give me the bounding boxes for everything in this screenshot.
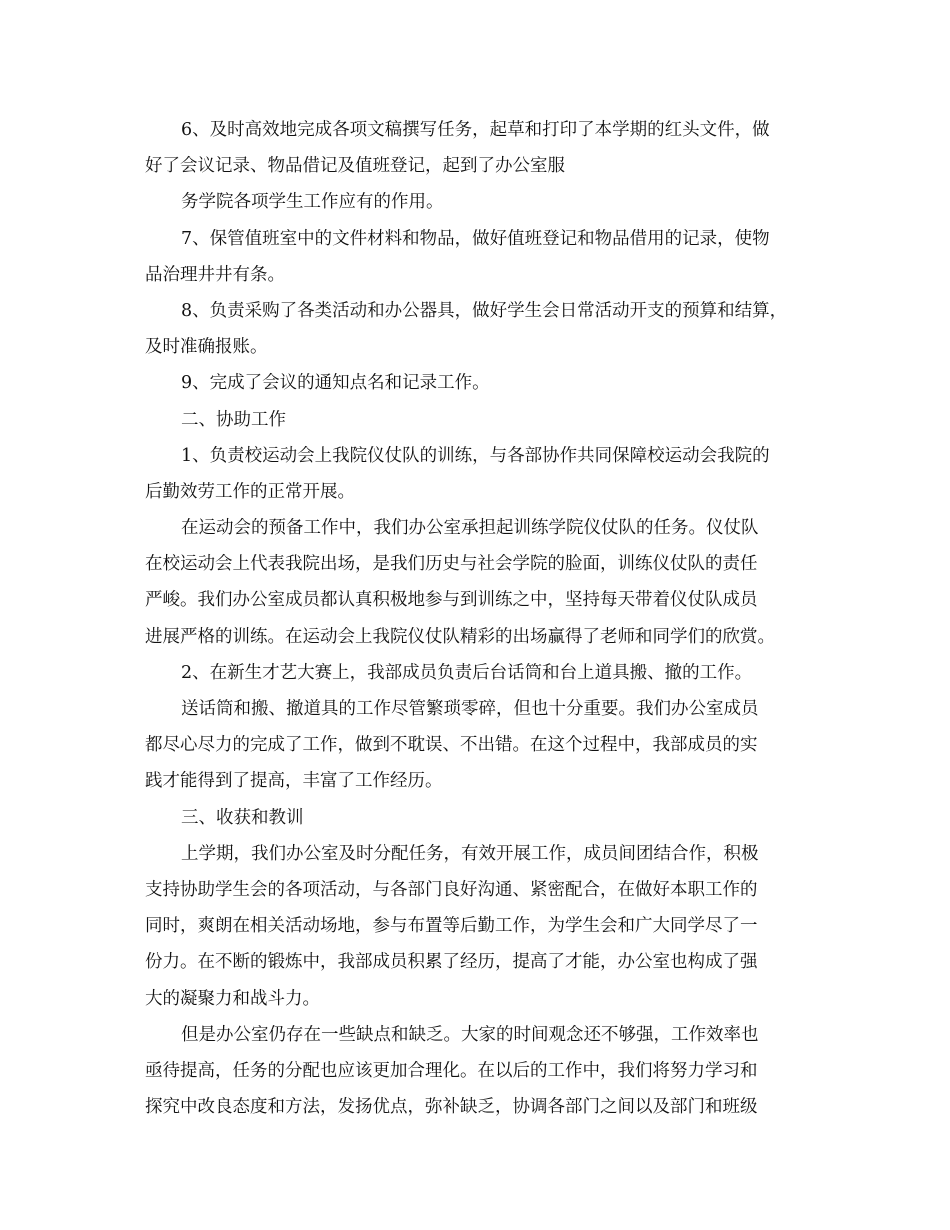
text-line: 8、负责采购了各类活动和办公器具，做好学生会日常活动开支的预算和结算， [181, 300, 788, 321]
text-line: 2、在新生才艺大赛上，我部成员负责后台话筒和台上道具搬、撤的工作。 [181, 662, 753, 683]
text-line: 上学期，我们办公室及时分配任务，有效开展工作，成员间团结合作，积极 [181, 843, 759, 864]
text-line: 进展严格的训练。在运动会上我院仪仗队精彩的出场赢得了老师和同学们的欣赏。 [145, 626, 775, 647]
text-line: 严峻。我们办公室成员都认真积极地参与到训练之中，坚持每天带着仪仗队成员 [145, 590, 758, 611]
text-line: 亟待提高，任务的分配也应该更加合理化。在以后的工作中，我们将努力学习和 [145, 1060, 758, 1081]
text-line: 三、收获和教训 [181, 807, 304, 828]
text-line: 务学院各项学生工作应有的作用。 [181, 192, 444, 213]
text-line: 同时，爽朗在相关活动场地，参与布置等后勤工作，为学生会和广大同学尽了一 [145, 916, 758, 937]
text-line: 探究中改良态度和方法，发扬优点，弥补缺乏，协调各部门之间以及部门和班级 [145, 1097, 758, 1118]
text-line: 及时准确报账。 [145, 337, 268, 358]
text-line: 但是办公室仍存在一些缺点和缺乏。大家的时间观念还不够强，工作效率也 [181, 1024, 759, 1045]
text-line: 大的凝聚力和战斗力。 [145, 988, 320, 1009]
text-line: 支持协助学生会的各项活动，与各部门良好沟通、紧密配合，在做好本职工作的 [145, 879, 758, 900]
text-line: 后勤效劳工作的正常开展。 [145, 481, 355, 502]
text-line: 品治理井井有条。 [145, 264, 285, 285]
text-line: 9、完成了会议的通知点名和记录工作。 [181, 373, 490, 394]
text-line: 二、协助工作 [181, 409, 286, 430]
text-line: 在运动会的预备工作中，我们办公室承担起训练学院仪仗队的任务。仪仗队 [181, 518, 759, 539]
text-line: 在校运动会上代表我院出场，是我们历史与社会学院的脸面，训练仪仗队的责任 [145, 554, 758, 575]
text-line: 送话筒和搬、撤道具的工作尽管繁琐零碎，但也十分重要。我们办公室成员 [181, 699, 759, 719]
text-line: 践才能得到了提高，丰富了工作经历。 [145, 771, 443, 792]
text-line: 7、保管值班室中的文件材料和物品，做好值班登记和物品借用的记录，使物 [181, 228, 770, 249]
body-text [145, 112, 810, 1125]
text-line: 好了会议记录、物品借记及值班登记，起到了办公室服 [145, 156, 565, 177]
text-line: 份力。在不断的锻炼中，我部成员积累了经历，提高了才能，办公室也构成了强 [145, 952, 758, 973]
text-line: 1、负责校运动会上我院仪仗队的训练，与各部协作共同保障校运动会我院的 [181, 445, 770, 466]
text-line: 都尽心尽力的完成了工作，做到不耽误、不出错。在这个过程中，我部成员的实 [145, 735, 758, 756]
text-line: 6、及时高效地完成各项文稿撰写任务，起草和打印了本学期的红头文件，做 [181, 120, 770, 140]
